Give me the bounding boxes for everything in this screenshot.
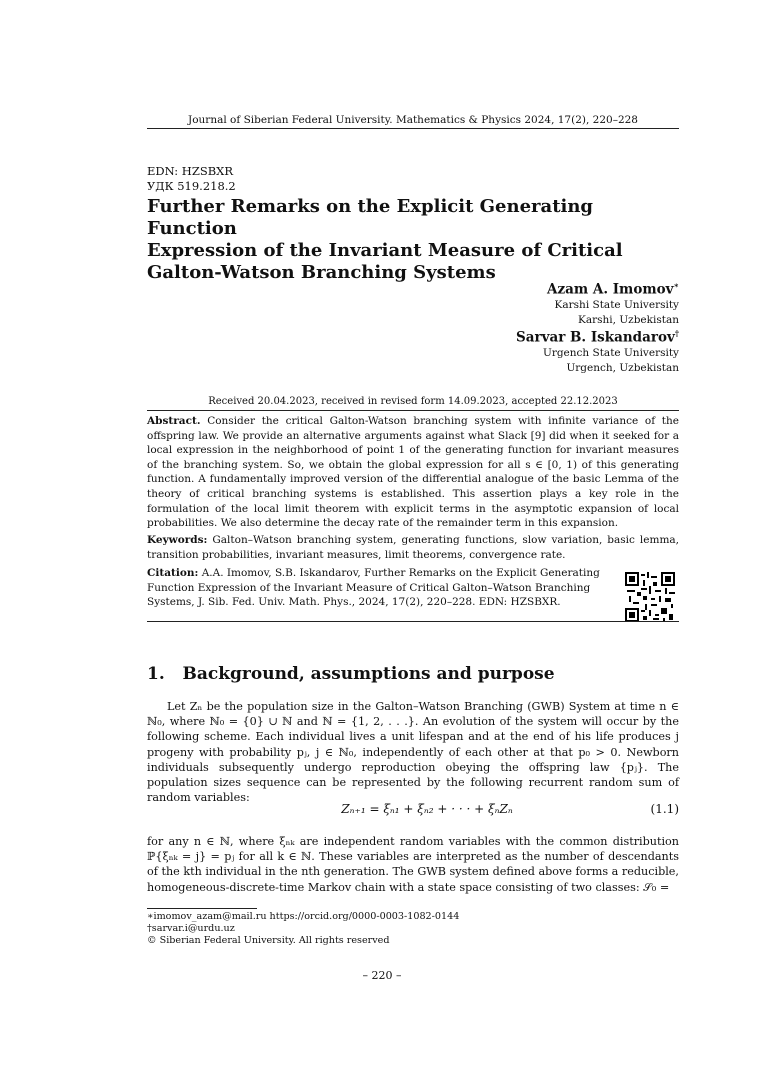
author-location: Karshi, Uzbekistan [578, 313, 679, 326]
citation-rule [147, 621, 679, 622]
citation-label: Citation: [147, 567, 199, 579]
keywords-text: Galton–Watson branching system, generating functions, slow variation, basic lemma, transition probabilities, invariant measures, limit theorems, convergence rate. [147, 534, 679, 561]
title-line: Further Remarks on the Explicit Generating Function [147, 196, 594, 239]
abstract [147, 414, 679, 531]
udk-label: УДК 519.218.2 [147, 179, 236, 193]
author-affiliation: Urgench State University [542, 346, 679, 359]
author-block [547, 280, 679, 328]
footnote: ∗imomov_azam@mail.ru https://orcid.org/0000-0003-1082-0144 [147, 911, 460, 922]
copyright-note: © Siberian Federal University. All rights reserved [147, 935, 390, 946]
author-block [516, 328, 679, 376]
keywords [147, 533, 679, 562]
section-title: Background, assumptions and purpose [182, 664, 555, 684]
author-location: Urgench, Uzbekistan [566, 361, 679, 374]
body-paragraph: Let Zₙ be the population size in the Galton–Watson Branching (GWB) System at time n ∈ ℕ₀, where ℕ₀ = {0} ∪ ℕ and ℕ = {1, 2, . . .}. An evolution of the system will occur by the following scheme. Each individual lives a unit lifespan and at the end of his life produces j progeny with probability pⱼ, j ∈ ℕ₀, independently of each other at that p₀ > 0. Newborn individuals subsequently undergo reproduction obeying the offspring law {pⱼ}. The population sizes sequence can be represented by the following recurrent random sum of random variables: [147, 700, 679, 805]
title-line: Expression of the Invariant Measure of Critical [147, 240, 623, 261]
author-name: Sarvar B. Iskandarov [516, 329, 675, 346]
paper-title [147, 196, 687, 284]
abstract-text: Consider the critical Galton-Watson branching system with infinite variance of the offspring law. We provide an alternative arguments against what Slack [9] did when it seeked for a local expression in the neighborhood of point 1 of the generating function for invariant measures of the branching system. So, we obtain the global expression for all s ∈ [0, 1) of this generating function. A fundamentally improved version of the differential analogue of the basic Lemma of the theory of critical branching systems is established. This assertion plays a key role in the formulation of the local limit theorem with explicit terms in the asymptotic expansion of local probabilities. We also determine the decay rate of the remainder term in this expansion. [147, 415, 679, 530]
header-rule [147, 128, 679, 129]
citation-text: A.A. Imomov, S.B. Iskandarov, Further Remarks on the Explicit Generating Function Expression of the Invariant Measure of Critical Galton–Watson Branching Systems, J. Sib. Fed. Univ. Math. Phys., 2024, 17(2), 220–228. EDN: HZSBXR. [147, 567, 600, 609]
author-mark: † [674, 328, 679, 338]
page-number: – 220 – [362, 969, 402, 982]
author-affiliation: Karshi State University [554, 298, 679, 311]
journal-header: Journal of Siberian Federal University. Mathematics & Physics 2024, 17(2), 220–228 [188, 114, 638, 126]
section-heading [147, 664, 555, 684]
footnote-rule [147, 908, 257, 909]
edn-label: EDN: HZSBXR [147, 164, 233, 178]
abstract-rule [147, 410, 679, 411]
received-dates: Received 20.04.2023, received in revised form 14.09.2023, accepted 22.12.2023 [208, 396, 618, 407]
qr-code-icon [625, 572, 675, 622]
keywords-label: Keywords: [147, 534, 208, 546]
footnote: †sarvar.i@urdu.uz [147, 923, 235, 934]
title-line: Galton-Watson Branching Systems [147, 262, 496, 283]
body-paragraph: for any n ∈ ℕ, where ξₙₖ are independent random variables with the common distribution ℙ{ξₙₖ = j} = pⱼ for all k ∈ ℕ. These variables are interpreted as the number of descendants of the kth individual in the nth generation. The GWB system defined above forms a reducible, homogeneous-discrete-time Markov chain with a state space consisting of two classes: 𝒮₀ = [147, 835, 679, 894]
citation [147, 566, 617, 610]
abstract-label: Abstract. [147, 415, 201, 427]
equation-number: (1.1) [650, 802, 679, 816]
author-name: Azam A. Imomov [546, 281, 674, 298]
author-mark: ∗ [673, 280, 679, 290]
equation-expression: Zₙ₊₁ = ξₙ₁ + ξₙ₂ + · · · + ξₙZₙ [341, 802, 513, 816]
section-number: 1. [147, 664, 165, 684]
